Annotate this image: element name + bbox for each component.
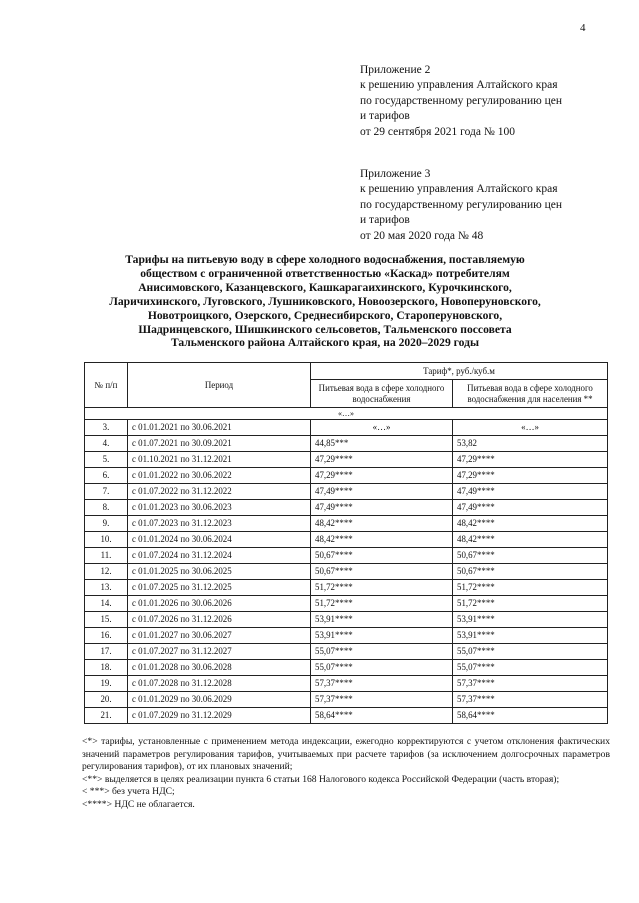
row-number-cell: 4. [85, 436, 128, 452]
table-row [85, 628, 608, 644]
row-number-cell: 15. [85, 612, 128, 628]
tariff-population-cell: 51,72**** [453, 596, 608, 612]
row-number-cell: 13. [85, 580, 128, 596]
table-row [85, 660, 608, 676]
table-row [85, 580, 608, 596]
header-col-a: Питьевая вода в сфере холодного водоснабжения [311, 380, 453, 408]
title-line: Ларичихинского, Луговского, Лушниковского, Новоозерского, Новоперуновского, [109, 294, 541, 308]
period-cell: с 01.07.2024 по 31.12.2024 [128, 548, 311, 564]
title-line: Анисимовского, Казанцевского, Кашкарагаихинского, Курочкинского, [138, 280, 512, 294]
row-number-cell: 14. [85, 596, 128, 612]
appendix-3-header [360, 167, 610, 244]
period-cell: с 01.07.2026 по 31.12.2026 [128, 612, 311, 628]
row-number-cell: 10. [85, 532, 128, 548]
tariff-cell: 55,07**** [311, 644, 453, 660]
tariff-population-cell: 50,67**** [453, 548, 608, 564]
tariff-population-cell: 47,49**** [453, 484, 608, 500]
tariff-population-cell: 48,42**** [453, 516, 608, 532]
tariff-cell: 48,42**** [311, 516, 453, 532]
title-line: Тарифы на питьевую воду в сфере холодного водоснабжения, поставляемую [125, 253, 525, 266]
period-cell: с 01.07.2022 по 31.12.2022 [128, 484, 311, 500]
header-period: Период [128, 363, 311, 408]
tariff-population-cell: 57,37**** [453, 676, 608, 692]
table-row [85, 708, 608, 724]
period-cell: с 01.07.2028 по 31.12.2028 [128, 676, 311, 692]
footnote: <**> выделяется в целях реализации пункта 6 статьи 168 Налогового кодекса Российской Федерации (часть вторая); [82, 773, 560, 785]
period-cell: с 01.01.2024 по 30.06.2024 [128, 532, 311, 548]
tariff-cell: 47,29**** [311, 468, 453, 484]
tariff-population-cell: 47,49**** [453, 500, 608, 516]
tariff-population-cell: 58,64**** [453, 708, 608, 724]
tariff-population-cell: 55,07**** [453, 660, 608, 676]
title-line: Тальменского района Алтайского края, на 2020–2029 годы [170, 336, 480, 350]
footnotes [82, 736, 610, 811]
tariffs-table [84, 362, 608, 724]
tariff-population-cell: 55,07**** [453, 644, 608, 660]
appendix-3-line: Приложение 3 [360, 168, 431, 180]
table-row [85, 676, 608, 692]
row-number-cell: 7. [85, 484, 128, 500]
appendix-2-line: к решению управления Алтайского края [360, 79, 558, 92]
period-cell: с 01.01.2026 по 30.06.2026 [128, 596, 311, 612]
row-number-cell: 5. [85, 452, 128, 468]
tariff-cell: 57,37**** [311, 676, 453, 692]
row-number-cell: 11. [85, 548, 128, 564]
table-row [85, 692, 608, 708]
row-number-cell: 6. [85, 468, 128, 484]
period-cell: с 01.01.2029 по 30.06.2029 [128, 692, 311, 708]
period-cell: с 01.07.2021 по 30.09.2021 [128, 436, 311, 452]
tariff-population-cell: 47,29**** [453, 468, 608, 484]
tariff-population-cell: «…» [453, 420, 608, 436]
tariff-cell: 48,42**** [311, 532, 453, 548]
ellipsis-cell: «…» [85, 408, 608, 420]
footnote: <*> тарифы, установленные с применением метода индексации, ежегодно корректируются с учетом отклонения фактических значений параметров регулирования тарифов, учитываемых при расчете тарифов (за исключением долгосрочных параметров регулирования тарифов), от их плановых значений; [82, 736, 610, 772]
header-num: № п/п [85, 363, 128, 408]
tariff-cell: 50,67**** [311, 548, 453, 564]
row-number-cell: 9. [85, 516, 128, 532]
tariff-population-cell: 50,67**** [453, 564, 608, 580]
period-cell: с 01.07.2027 по 31.12.2027 [128, 644, 311, 660]
row-number-cell: 17. [85, 644, 128, 660]
period-cell: с 01.01.2028 по 30.06.2028 [128, 660, 311, 676]
appendix-2-line: и тарифов [360, 110, 410, 123]
table-row [85, 452, 608, 468]
row-number-cell: 20. [85, 692, 128, 708]
table-row [85, 436, 608, 452]
appendix-2-line: от 29 сентября 2021 года № 100 [360, 125, 515, 138]
title-line: Шадринцевского, Шишкинского сельсоветов, Тальменского поссовета [138, 322, 512, 336]
appendix-3-line: по государственному регулированию цен [360, 198, 563, 211]
appendix-3-line: и тарифов [360, 214, 410, 227]
period-cell: с 01.01.2027 по 30.06.2027 [128, 628, 311, 644]
header-tariff: Тариф*, руб./куб.м [311, 363, 608, 380]
period-cell: с 01.07.2025 по 31.12.2025 [128, 580, 311, 596]
table-row [85, 532, 608, 548]
table-row [85, 548, 608, 564]
tariff-cell: 44,85*** [311, 436, 453, 452]
tariff-population-cell: 48,42**** [453, 532, 608, 548]
row-number-cell: 3. [85, 420, 128, 436]
tariff-population-cell: 47,29**** [453, 452, 608, 468]
tariff-cell: «…» [311, 420, 453, 436]
tariff-cell: 50,67**** [311, 564, 453, 580]
period-cell: с 01.07.2029 по 31.12.2029 [128, 708, 311, 724]
table-row [85, 484, 608, 500]
page-number: 4 [580, 22, 586, 34]
ellipsis-row [85, 408, 608, 420]
tariff-population-cell: 57,37**** [453, 692, 608, 708]
table-row [85, 500, 608, 516]
appendix-3-line: от 20 мая 2020 года № 48 [360, 229, 484, 242]
appendix-2-header [360, 63, 610, 140]
table-row [85, 612, 608, 628]
period-cell: с 01.07.2023 по 31.12.2023 [128, 516, 311, 532]
row-number-cell: 8. [85, 500, 128, 516]
row-number-cell: 19. [85, 676, 128, 692]
table-row [85, 420, 608, 436]
row-number-cell: 18. [85, 660, 128, 676]
tariff-cell: 47,49**** [311, 500, 453, 516]
document-title [80, 253, 570, 350]
tariff-cell: 47,49**** [311, 484, 453, 500]
tariff-cell: 51,72**** [311, 580, 453, 596]
appendix-2-line: по государственному регулированию цен [360, 94, 563, 107]
title-line: обществом с ограниченной ответственностью «Каскад» потребителям [140, 266, 510, 280]
footnote: <****> НДС не облагается. [82, 798, 195, 810]
tariff-cell: 55,07**** [311, 660, 453, 676]
tariff-cell: 51,72**** [311, 596, 453, 612]
tariff-cell: 57,37**** [311, 692, 453, 708]
tariff-population-cell: 53,91**** [453, 628, 608, 644]
tariff-population-cell: 53,82 [453, 436, 608, 452]
tariff-population-cell: 53,91**** [453, 612, 608, 628]
tariff-cell: 58,64**** [311, 708, 453, 724]
table-row [85, 564, 608, 580]
row-number-cell: 21. [85, 708, 128, 724]
period-cell: с 01.01.2025 по 30.06.2025 [128, 564, 311, 580]
table-row [85, 596, 608, 612]
row-number-cell: 12. [85, 564, 128, 580]
table-row [85, 516, 608, 532]
tariff-cell: 47,29**** [311, 452, 453, 468]
tariff-cell: 53,91**** [311, 612, 453, 628]
footnote: < ***> без учета НДС; [82, 786, 175, 797]
period-cell: с 01.10.2021 по 31.12.2021 [128, 452, 311, 468]
table-row [85, 644, 608, 660]
table-row [85, 468, 608, 484]
appendix-3-line: к решению управления Алтайского края [360, 183, 558, 196]
period-cell: с 01.01.2022 по 30.06.2022 [128, 468, 311, 484]
period-cell: с 01.01.2021 по 30.06.2021 [128, 420, 311, 436]
appendix-2-line: Приложение 2 [360, 64, 431, 76]
title-line: Новотроицкого, Озерского, Среднесибирского, Староперуновского, [147, 308, 503, 322]
header-col-b: Питьевая вода в сфере холодного водоснабжения для населения ** [453, 380, 608, 408]
period-cell: с 01.01.2023 по 30.06.2023 [128, 500, 311, 516]
tariff-population-cell: 51,72**** [453, 580, 608, 596]
tariff-cell: 53,91**** [311, 628, 453, 644]
row-number-cell: 16. [85, 628, 128, 644]
